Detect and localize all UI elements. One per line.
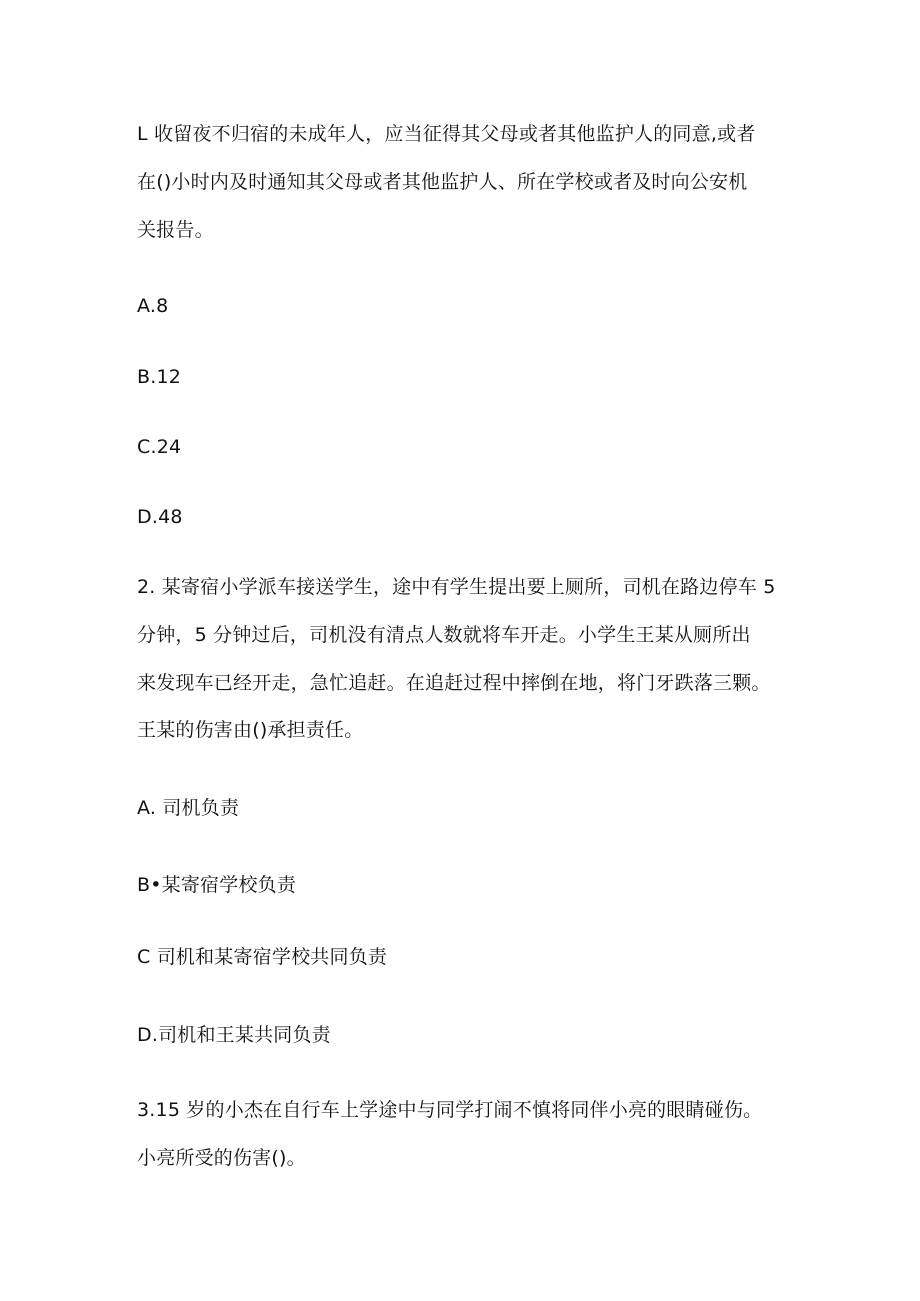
- q2-option-b: B•某寄宿学校负责: [137, 874, 297, 896]
- q1-stem-line-3: 关报告。: [137, 219, 214, 241]
- q1-option-b: B.12: [137, 366, 182, 388]
- q1-option-c: C.24: [137, 436, 182, 458]
- q3-stem-line-1: 3.15 岁的小杰在自行车上学途中与同学打闹不慎将同伴小亮的眼睛碰伤。: [137, 1099, 763, 1121]
- q2-option-d: D.司机和王某共同负责: [137, 1024, 331, 1046]
- q1-stem-line-2: 在()小时内及时通知其父母或者其他监护人、所在学校或者及时向公安机: [137, 171, 748, 193]
- q2-option-a: A. 司机负责: [137, 797, 240, 819]
- q2-stem-line-4: 王某的伤害由()承担责任。: [137, 719, 364, 741]
- q1-option-a: A.8: [137, 295, 169, 317]
- q3-stem-line-2: 小亮所受的伤害()。: [137, 1147, 306, 1169]
- q2-stem-line-2: 分钟，5 分钟过后，司机没有清点人数就将车开走。小学生王某从厕所出: [137, 624, 751, 646]
- q1-stem-line-1: L 收留夜不归宿的未成年人，应当征得其父母或者其他监护人的同意,或者: [137, 123, 756, 145]
- q2-stem-line-1: 2. 某寄宿小学派车接送学生，途中有学生提出要上厕所，司机在路边停车 5: [137, 576, 776, 598]
- q1-option-d: D.48: [137, 506, 183, 528]
- q2-option-c: C 司机和某寄宿学校共同负责: [137, 946, 388, 968]
- q2-stem-line-3: 来发现车已经开走，急忙追赶。在追赶过程中摔倒在地，将门牙跌落三颗。: [137, 672, 771, 694]
